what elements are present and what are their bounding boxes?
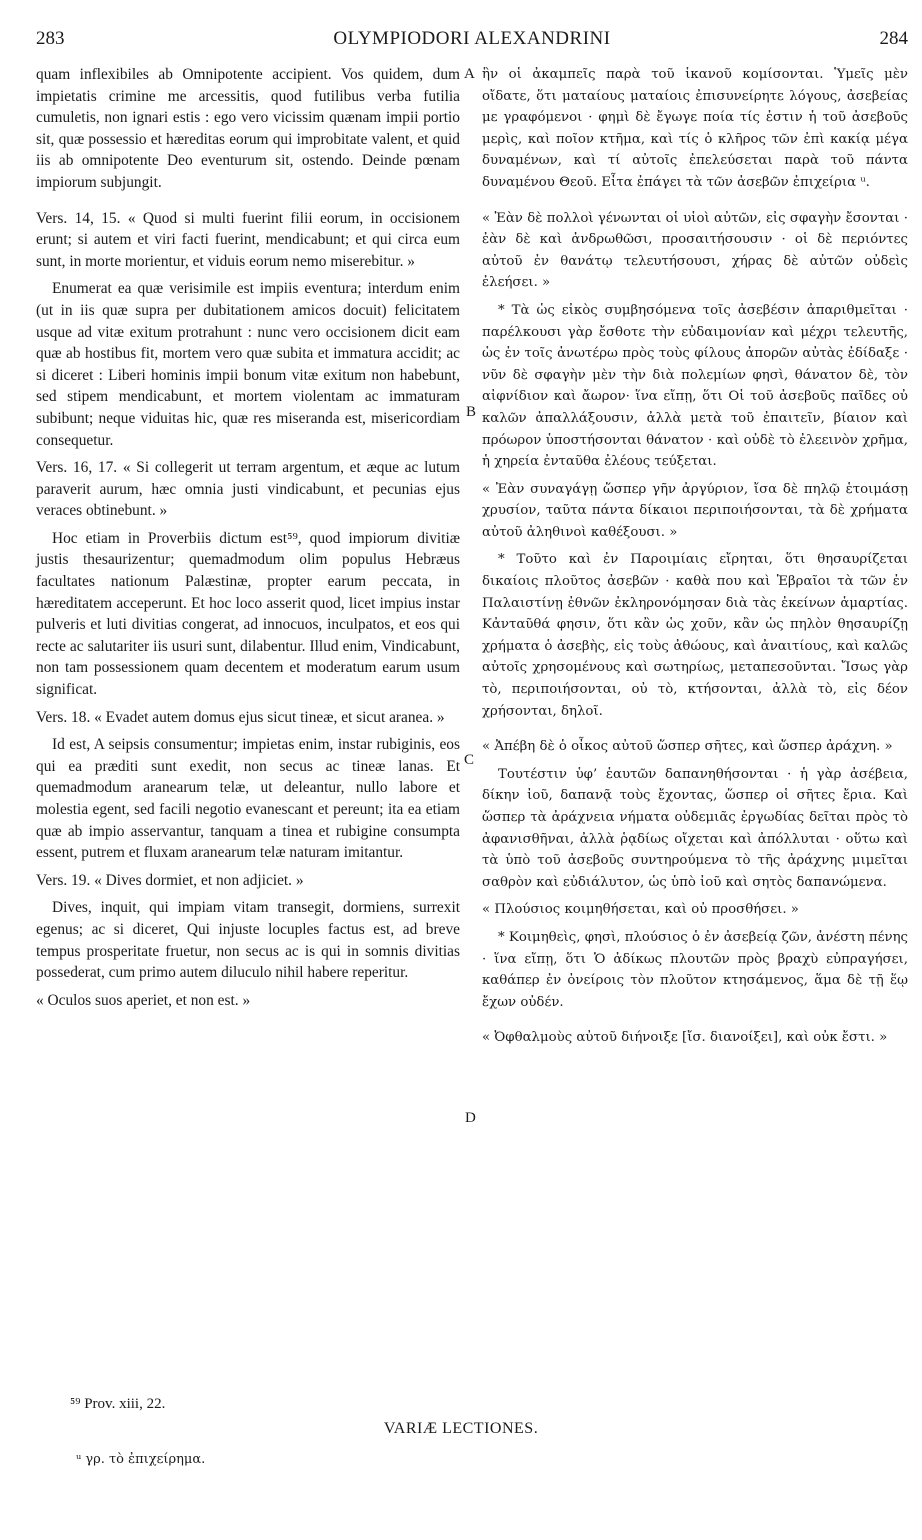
varia-lectiones-heading: VARIÆ LECTIONES. <box>383 1420 539 1437</box>
latin-paragraph: Id est, A seipsis consumentur; impietas enim, instar rubiginis, eos qui ea præditi sunt exedit, non secus ac tineæ lanas. Et quemadmodum aranearum telæ, ut deleantur, nullo labore et molestia egent, sed facili negotio evanescant et pereunt; ita ea etiam quæ ab impio asservantur, tanquam a tinea et rubigine consumpta essent, putrem et fluxam aranearum telæ naturam imitantur. <box>36 736 460 862</box>
margin-letter-b: B <box>466 404 477 420</box>
latin-verse-heading: Vers. 18. « Evadet autem domus ejus sicut tineæ, et sicut aranea. » <box>36 708 445 726</box>
margin-letter-c: C <box>464 752 475 768</box>
running-title: OLYMPIODORI ALEXANDRINI <box>333 28 611 49</box>
margin-letter-a: A <box>464 66 475 82</box>
greek-paragraph: ἣν οἱ ἀκαμπεῖς παρὰ τοῦ ἱκανοῦ κομίσονται. Ὑμεῖς μὲν οἴδατε, ὅτι ματαίους ματαίοις ἐπισυνείρητε λόγους, ἀσεβείας με γραφόμενοι · φημὶ δὲ ἔγωγε ποία τίς ἐστιν ἡ τοῦ ἀσεβοῦς μερὶς, καὶ ποῖον κτῆμα, καὶ τίς ὁ κλῆρος τῶν ἐπὶ κακίᾳ μέγα δυναμένων, καὶ τί αὐτοῖς ἐπελεύσεται παρὰ τοῦ πάντα δυναμένου Θεοῦ. Εἶτα ἐπάγει τὰ τῶν ἀσεβῶν ἐπιχείρια ᵘ. <box>482 67 908 190</box>
greek-paragraph: Τουτέστιν ὑφ’ ἑαυτῶν δαπανηθήσονται · ἡ γὰρ ἀσέβεια, δίκην ἰοῦ, δαπανᾷ τοὺς ἔχοντας, ὥσπερ οἱ σῆτες ἔρια. Καὶ ὥσπερ τὰ ἀράχνεια νήματα οὐδεμιᾶς ἐργωδίας δεῖται πρὸς τὸ ἀφανισθῆναι, ἀλλὰ ῥᾳδίως οἴχεται καὶ ἀπόλλυται · οὕτω καὶ τὰ ὑπὸ τοῦ ἀσεβοῦς συντηρούμενα τὸ τῆς ἀράχνης μιμεῖται σαθρὸν καὶ εὐδιάλυτον, ὡς ὑπὸ ἰοῦ καὶ σητὸς δαπανώμενα. <box>482 766 908 890</box>
greek-paragraph: * Τὰ ὡς εἰκὸς συμβησόμενα τοῖς ἀσεβέσιν ἀπαριθμεῖται · παρέλκουσι γὰρ ἔσθοτε τὴν εὐδαιμονίαν καὶ μέχρι τελευτῆς, ὡς ἐν τοῖς ἀνωτέρω πρὸς τοὺς φίλους ἀπορῶν αὐτὰς ἐδίδαξε · νῦν δὲ σφαγὴν μὲν τὴν διὰ πολεμίων φησὶ, θάνατον δὲ, τὸν αἰφνίδιον καὶ ἄωρον· ἵνα εἴπῃ, ὅτι Οἱ τοῦ ἀσεβοῦς παῖδες οὐ καλῶν ἀπαλλάξουσιν, ἀλλὰ μετὰ τοῦ ἐπαιτεῖν, βίαιον καὶ πρόωρον ὑποστήσονται θάνατον · καὶ οὐδὲ τὸ ἐλεεινὸν χρῆμα, ἡ χηρεία ἐνταῦθα ἐλέους τεύξεται. <box>482 302 908 470</box>
greek-column <box>482 64 908 1055</box>
varia-note: ᵘ γρ. τὸ ἐπιχείρημα. <box>76 1452 206 1467</box>
greek-verse: « Ἐὰν δὲ πολλοὶ γένωνται οἱ υἱοὶ αὐτῶν, εἰς σφαγὴν ἔσονται · ἐὰν δὲ καὶ ἀνδρωθῶσι, προσαιτήσουσιν · οἱ δὲ περιόντες αὐτοῦ ἐν θανάτῳ τελευτήσουσι, χήρας δὲ αὐτῶν οὐδεὶς ἐλεήσει. » <box>482 210 908 291</box>
latin-verse-heading: Vers. 16, 17. « Si collegerit ut terram argentum, et æque ac lutum paraverit aurum, hæc omnia justi vindicabunt, et pecunias ejus veraces obtinebunt. » <box>36 459 460 520</box>
greek-paragraph: * Κοιμηθεὶς, φησὶ, πλούσιος ὁ ἐν ἀσεβείᾳ ζῶν, ἀνέστη πένης · ἵνα εἴπῃ, ὅτι Ὁ ἀδίκως πλουτῶν πρὸς βραχὺ εὐπραγήσει, καθάπερ ἐν ὀνείροις τὸν πλοῦτον κτησάμενος, ἅμα δὲ τῇ ἕῳ ἔχων οὐδέν. <box>482 929 908 1010</box>
margin-letter-d: D <box>465 1110 476 1126</box>
page-number-right: 284 <box>879 28 908 49</box>
greek-verse: « Ἀπέβη δὲ ὁ οἶκος αὐτοῦ ὥσπερ σῆτες, καὶ ὥσπερ ἀράχνη. » <box>482 739 893 755</box>
greek-paragraph: * Τοῦτο καὶ ἐν Παροιμίαις εἴρηται, ὅτι θησαυρίζεται δικαίοις πλοῦτος ἀσεβῶν · καθὰ που καὶ Ἑβραῖοι τὰ τῶν ἐν Παλαιστίνῃ ἐθνῶν ἐκληρονόμησαν διὰ τὰς ἐκείνων ἁμαρτίας. Κἀνταῦθά φησιν, ὅτι κἂν ὡς χοῦν, κἂν ὡς πηλὸν θησαυρίζῃ χρήματα ὁ ἀσεβὴς, εἰς τοὺς ἀθώους, καὶ ἀναιτίους, καὶ καλῶς αὐτοῖς χρησομένους καὶ σωτηρίως, μεταπεσοῦνται. Ἴσως γὰρ τὸ, περιποιήσονται, οὐ τὸ, κτήσονται, ἀλλὰ τὸ, εἰς δέον χρήσονται, δηλοῖ. <box>482 552 908 719</box>
greek-verse: « Ἐὰν συναγάγῃ ὥσπερ γῆν ἀργύριον, ἴσα δὲ πηλῷ ἑτοιμάσῃ χρυσίον, ταῦτα πάντα δίκαιοι περιποιήσονται, τὰ δὲ χρήματα αὐτοῦ ἀληθινοὶ καθέξουσι. » <box>482 481 908 540</box>
latin-verse-heading: « Oculos suos aperiet, et non est. » <box>36 991 251 1009</box>
latin-paragraph: Dives, inquit, qui impiam vitam transegit, dormiens, surrexit egenus; ac si diceret, Qui injuste locuples factus est, ad breve tempus prosperitate fruetur, non secus ac is qui in somnis divitias possederat, cum primo autem diluculo nihil habere reperitur. <box>36 899 460 982</box>
greek-verse: « Ὀφθαλμοὺς αὐτοῦ διήνοιξε [ἴσ. διανοίξει], καὶ οὐκ ἔστι. » <box>482 1030 888 1046</box>
greek-verse: « Πλούσιος κοιμηθήσεται, καὶ οὐ προσθήσει. » <box>482 902 799 918</box>
page-header <box>36 28 908 52</box>
latin-verse-heading: Vers. 19. « Dives dormiet, et non adjiciet. » <box>36 871 304 889</box>
footnote: ⁵⁹ Prov. xiii, 22. <box>70 1396 166 1412</box>
page-number-left: 283 <box>36 28 65 49</box>
latin-paragraph: Enumerat ea quæ verisimile est impiis eventura; interdum enim (ut in iis quæ supra per dubitationem amicos docuit) felicitatem usque ad vitæ exitum protrahunt : nunc vero occisionem dicit eam quæ ab hostibus fit, mortem vero quæ subita et immatura accidit; ac si diceret : Liberi hominis impii bonum vitæ exitum non habebunt, sed stipem mendicabunt, et mortem violentam ac immaturam subibunt; neque viduitas hic, quæ res miseranda est, misericordiam consequetur. <box>36 280 460 449</box>
latin-paragraph: quam inflexibiles ab Omnipotente accipient. Vos quidem, dum impietatis crimine me arcessitis, quod futilibus verba futilia cumuletis, non ignari estis : ego vero vicissim quænam impii portio sit, quæ possessio et hæreditas eorum qui improbitate valent, et quid iis ab omnipotente Deo eventurum sit, ostendo. Deinde pœnam impiorum subjungit. <box>36 66 460 191</box>
latin-column <box>36 64 460 1017</box>
latin-paragraph: Hoc etiam in Proverbiis dictum est⁵⁹, quod impiorum divitiæ justis thesaurizentur; quemadmodum olim populus Hebræus facultates nationum Palæstinæ, propter earum peccata, in hæreditatem acceperunt. Et hoc loco asserit quod, licet impius instar pulveris et luti divitias congerat, ad innocuos, inculpatos, et eos qui recte ac salutariter iis usuri sunt, dilabentur. Illud enim, Vindicabunt, non tam possessionem quam decentem et moderatum earum usum significat. <box>36 529 460 699</box>
latin-verse-heading: Vers. 14, 15. « Quod si multi fuerint filii eorum, in occisionem erunt; si autem et viri facti fuerint, mendicabunt; et qui circa eum sunt, in morte morientur, et viduis eorum nemo miserebitur. » <box>36 209 460 270</box>
